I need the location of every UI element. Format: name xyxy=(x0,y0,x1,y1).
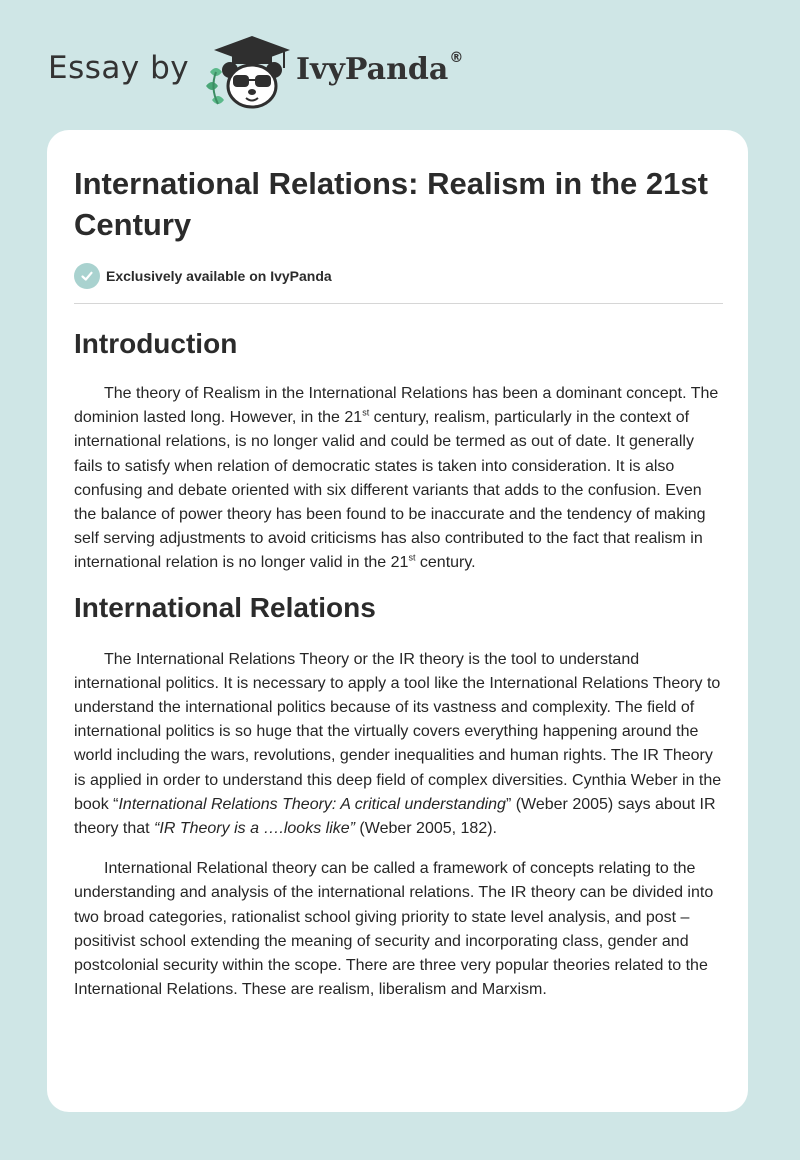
exclusive-badge xyxy=(74,263,332,289)
divider xyxy=(74,303,723,304)
badge-text: Exclusively available on IvyPanda xyxy=(106,268,332,284)
paragraph: International Relational theory can be called a framework of concepts relating to the understanding and analysis of the international relations. The IR theory can be divided into two broad categories, rationalist school giving priority to state level analysis, and post – positivist school extending the meaning of security and incorporating class, gender and postcolonial security within the scope. There are three very popular theories related to the International Relations. These are realism, liberalism and Marxism. xyxy=(74,860,714,999)
article-card xyxy=(47,130,748,1112)
article-body xyxy=(74,324,726,1002)
paragraph: The theory of Realism in the International Relations has been a dominant concept. The dominion lasted long. However, in the 21st century, realism, particularly in the context of international relations, is no longer valid and could be termed as out of date. It generally fails to satisfy when relation of democratic states is taken into consideration. It is also confusing and debate oriented with six different variants that adds to the confusion. Even the balance of power theory has been found to be inaccurate and the tendency of making self serving adjustments to avoid criticisms has also contributed to the fact that realism in international relation is no longer valid in the 21st century. xyxy=(74,385,719,572)
book-title: International Relations Theory: A critical understanding xyxy=(118,795,506,813)
paragraph: The International Relations Theory or the IR theory is the tool to understand international politics. It is necessary to apply a tool like the International Relations Theory to understand the international politics because of its vastness and complexity. The field of international politics is so huge that the virtually covers everything happening around the world including the wars, revolutions, gender inequalities and human rights. The IR Theory is applied in order to understand this deep field of complex diversities. Cynthia Weber in the book “International Relations Theory: A critical understanding” (Weber 2005) says about IR theory that “IR Theory is a ….looks like” (Weber 2005, 182). xyxy=(74,650,722,838)
section-heading-international-relations: International Relations xyxy=(74,591,376,623)
brand-prefix: Essay by xyxy=(48,50,190,86)
site-header xyxy=(48,34,568,110)
panda-graduate-icon[interactable] xyxy=(200,34,292,110)
registered-mark: ® xyxy=(449,50,464,66)
section-heading-introduction: Introduction xyxy=(74,328,238,359)
brand-name[interactable]: IvyPanda® xyxy=(296,50,464,87)
page-title: International Relations: Realism in the 21st Century xyxy=(74,166,708,242)
quotation: “IR Theory is a ….looks like” xyxy=(154,820,355,838)
check-circle-icon xyxy=(74,263,100,289)
